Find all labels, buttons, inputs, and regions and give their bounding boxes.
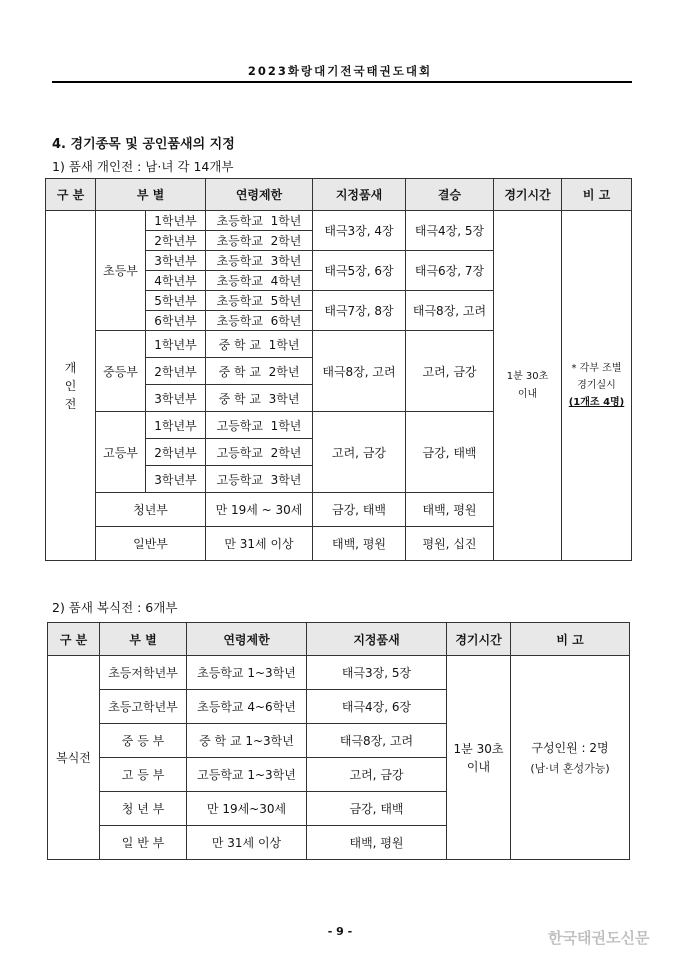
col-header-division: 부 별 (100, 623, 187, 656)
col-header-note: 비 고 (562, 179, 632, 211)
poomsae-cell: 태극3장, 5장 (307, 656, 447, 690)
note-cell (562, 211, 632, 561)
age-cell: 고등학교 2학년 (206, 439, 313, 466)
individual-table (45, 178, 632, 561)
note-line: (남·녀 혼성가능) (530, 762, 610, 775)
division-cell: 3학년부 (146, 466, 206, 493)
age-cell: 만 19세~30세 (187, 792, 307, 826)
division-cell: 4학년부 (146, 271, 206, 291)
final-cell: 평원, 십진 (406, 527, 494, 561)
note-line: 구성인원 : 2명 (531, 741, 609, 755)
poomsae-cell: 태백, 평원 (307, 826, 447, 860)
note-line: * 각부 조별 (571, 363, 622, 374)
poomsae-cell: 태극8장, 고려 (313, 331, 406, 412)
time-cell: 1분 30초 이내 (494, 211, 562, 561)
division-cell: 2학년부 (146, 439, 206, 466)
age-cell: 초등학교 6학년 (206, 311, 313, 331)
header-divider (52, 81, 632, 83)
age-cell: 만 19세 ~ 30세 (206, 493, 313, 527)
division-cell: 일 반 부 (100, 826, 187, 860)
division-cell: 3학년부 (146, 385, 206, 412)
col-header-category: 구 분 (48, 623, 100, 656)
division-cell: 3학년부 (146, 251, 206, 271)
age-cell: 고등학교 1학년 (206, 412, 313, 439)
age-cell: 중 학 교 1~3학년 (187, 724, 307, 758)
age-cell: 초등학교 1~3학년 (187, 656, 307, 690)
division-cell: 1학년부 (146, 331, 206, 358)
individual-subtitle: 1) 품새 개인전 : 남·녀 각 14개부 (52, 159, 234, 174)
division-cell: 초등고학년부 (100, 690, 187, 724)
poomsae-cell: 금강, 태백 (307, 792, 447, 826)
document-header: 2023화랑대기전국태권도대회 (247, 64, 433, 78)
poomsae-cell: 태극5장, 6장 (313, 251, 406, 291)
age-cell: 중 학 교 1학년 (206, 331, 313, 358)
final-cell: 태극8장, 고려 (406, 291, 494, 331)
division-cell: 고 등 부 (100, 758, 187, 792)
final-cell: 금강, 태백 (406, 412, 494, 493)
note-line: 경기실시 (577, 380, 616, 391)
pair-subtitle: 2) 품새 복식전 : 6개부 (52, 600, 178, 615)
col-header-division: 부 별 (96, 179, 206, 211)
poomsae-cell: 금강, 태백 (313, 493, 406, 527)
poomsae-cell: 고려, 금강 (313, 412, 406, 493)
category-cell: 개 인 전 (46, 211, 96, 561)
age-cell: 초등학교 2학년 (206, 231, 313, 251)
col-header-poomsae: 지정품새 (307, 623, 447, 656)
age-cell: 중 학 교 3학년 (206, 385, 313, 412)
age-cell: 초등학교 1학년 (206, 211, 313, 231)
final-cell: 태극6장, 7장 (406, 251, 494, 291)
division-cell: 5학년부 (146, 291, 206, 311)
col-header-category: 구 분 (46, 179, 96, 211)
division-cell: 청년부 (96, 493, 206, 527)
age-cell: 초등학교 4학년 (206, 271, 313, 291)
age-cell: 초등학교 5학년 (206, 291, 313, 311)
section-title: 4. 경기종목 및 공인품새의 지정 (52, 137, 235, 152)
col-header-age: 연령제한 (187, 623, 307, 656)
group-middle: 중등부 (96, 331, 146, 412)
age-cell: 중 학 교 2학년 (206, 358, 313, 385)
division-cell: 2학년부 (146, 358, 206, 385)
age-cell: 초등학교 4~6학년 (187, 690, 307, 724)
col-header-time: 경기시간 (494, 179, 562, 211)
pair-table (47, 622, 630, 860)
col-header-age: 연령제한 (206, 179, 313, 211)
division-cell: 청 년 부 (100, 792, 187, 826)
age-cell: 고등학교 1~3학년 (187, 758, 307, 792)
division-cell: 일반부 (96, 527, 206, 561)
division-cell: 6학년부 (146, 311, 206, 331)
age-cell: 만 31세 이상 (187, 826, 307, 860)
final-cell: 태백, 평원 (406, 493, 494, 527)
age-cell: 만 31세 이상 (206, 527, 313, 561)
group-elementary: 초등부 (96, 211, 146, 331)
time-cell: 1분 30초 이내 (447, 656, 511, 860)
division-cell: 초등저학년부 (100, 656, 187, 690)
col-header-poomsae: 지정품새 (313, 179, 406, 211)
poomsae-cell: 태극3장, 4장 (313, 211, 406, 251)
page-number: - 9 - (327, 925, 353, 938)
note-line: (1개조 4명) (568, 397, 625, 408)
poomsae-cell: 고려, 금강 (307, 758, 447, 792)
final-cell: 고려, 금강 (406, 331, 494, 412)
watermark: 한국태권도신문 (548, 929, 650, 947)
age-cell: 초등학교 3학년 (206, 251, 313, 271)
final-cell: 태극4장, 5장 (406, 211, 494, 251)
division-cell: 중 등 부 (100, 724, 187, 758)
division-cell: 1학년부 (146, 211, 206, 231)
poomsae-cell: 태극8장, 고려 (307, 724, 447, 758)
poomsae-cell: 태극7장, 8장 (313, 291, 406, 331)
col-header-final: 결승 (406, 179, 494, 211)
age-cell: 고등학교 3학년 (206, 466, 313, 493)
division-cell: 1학년부 (146, 412, 206, 439)
category-cell: 복식전 (48, 656, 100, 860)
note-cell (511, 656, 630, 860)
col-header-note: 비 고 (511, 623, 630, 656)
col-header-time: 경기시간 (447, 623, 511, 656)
division-cell: 2학년부 (146, 231, 206, 251)
group-high: 고등부 (96, 412, 146, 493)
poomsae-cell: 태극4장, 6장 (307, 690, 447, 724)
poomsae-cell: 태백, 평원 (313, 527, 406, 561)
